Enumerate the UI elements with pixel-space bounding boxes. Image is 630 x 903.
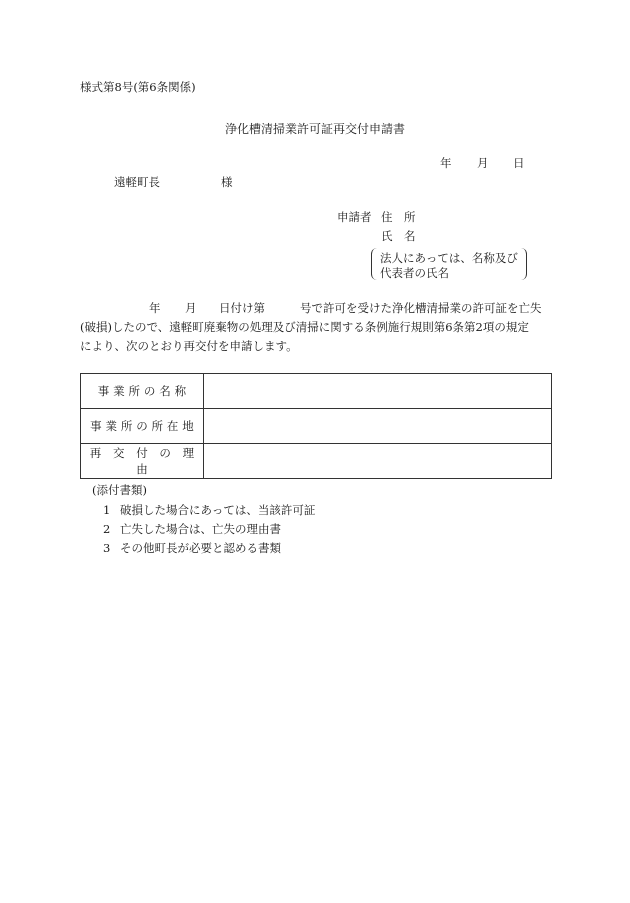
applicant-label: 申請者 bbox=[337, 210, 372, 224]
form-number: 様式第8号(第6条関係) bbox=[80, 80, 196, 94]
name-label: 氏 名 bbox=[381, 229, 416, 243]
date-year-label: 年 bbox=[440, 156, 452, 170]
table-row bbox=[81, 409, 552, 444]
reissue-reason-label: 再 交 付 の 理 由 bbox=[81, 444, 204, 479]
addressee-honorific: 様 bbox=[221, 175, 233, 189]
body-dated-label: 日付け第 bbox=[219, 301, 265, 315]
attachment-3-text: その他町長が必要と認める書類 bbox=[120, 541, 281, 555]
business-location-label: 事 業 所 の 所 在 地 bbox=[81, 409, 204, 444]
document-title: 浄化槽清掃業許可証再交付申請書 bbox=[224, 122, 405, 136]
business-location-value[interactable] bbox=[204, 409, 552, 444]
body-year-label: 年 bbox=[149, 301, 161, 315]
attachment-3-number: 3 bbox=[103, 541, 111, 555]
business-name-label: 事 業 所 の 名 称 bbox=[81, 374, 204, 409]
attachment-1-number: 1 bbox=[103, 503, 111, 517]
corporate-note-line-1: 法人にあっては、名称及び bbox=[380, 251, 518, 265]
corporate-note-line-2: 代表者の氏名 bbox=[380, 266, 449, 280]
table-row bbox=[81, 444, 552, 479]
body-line-2: (破損)したので、遠軽町廃棄物の処理及び清掃に関する条例施行規則第6条第2項の規定 bbox=[80, 320, 529, 334]
date-day-label: 日 bbox=[513, 156, 525, 170]
business-name-value[interactable] bbox=[204, 374, 552, 409]
date-month-label: 月 bbox=[477, 156, 489, 170]
attachment-1-text: 破損した場合にあっては、当該許可証 bbox=[120, 503, 316, 517]
business-info-table bbox=[80, 373, 552, 479]
body-month-label: 月 bbox=[185, 301, 197, 315]
attachment-2-number: 2 bbox=[103, 522, 111, 536]
reissue-reason-value[interactable] bbox=[204, 444, 552, 479]
attachments-heading: (添付書類) bbox=[92, 483, 147, 497]
attachment-2-text: 亡失した場合は、亡失の理由書 bbox=[120, 522, 281, 536]
body-line-3: により、次のとおり再交付を申請します。 bbox=[80, 339, 298, 353]
table-row bbox=[81, 374, 552, 409]
addressee-name: 遠軽町長 bbox=[114, 175, 160, 189]
address-label: 住 所 bbox=[381, 210, 416, 224]
body-line-1-rest: 号で許可を受けた浄化槽清掃業の許可証を亡失 bbox=[300, 301, 542, 315]
